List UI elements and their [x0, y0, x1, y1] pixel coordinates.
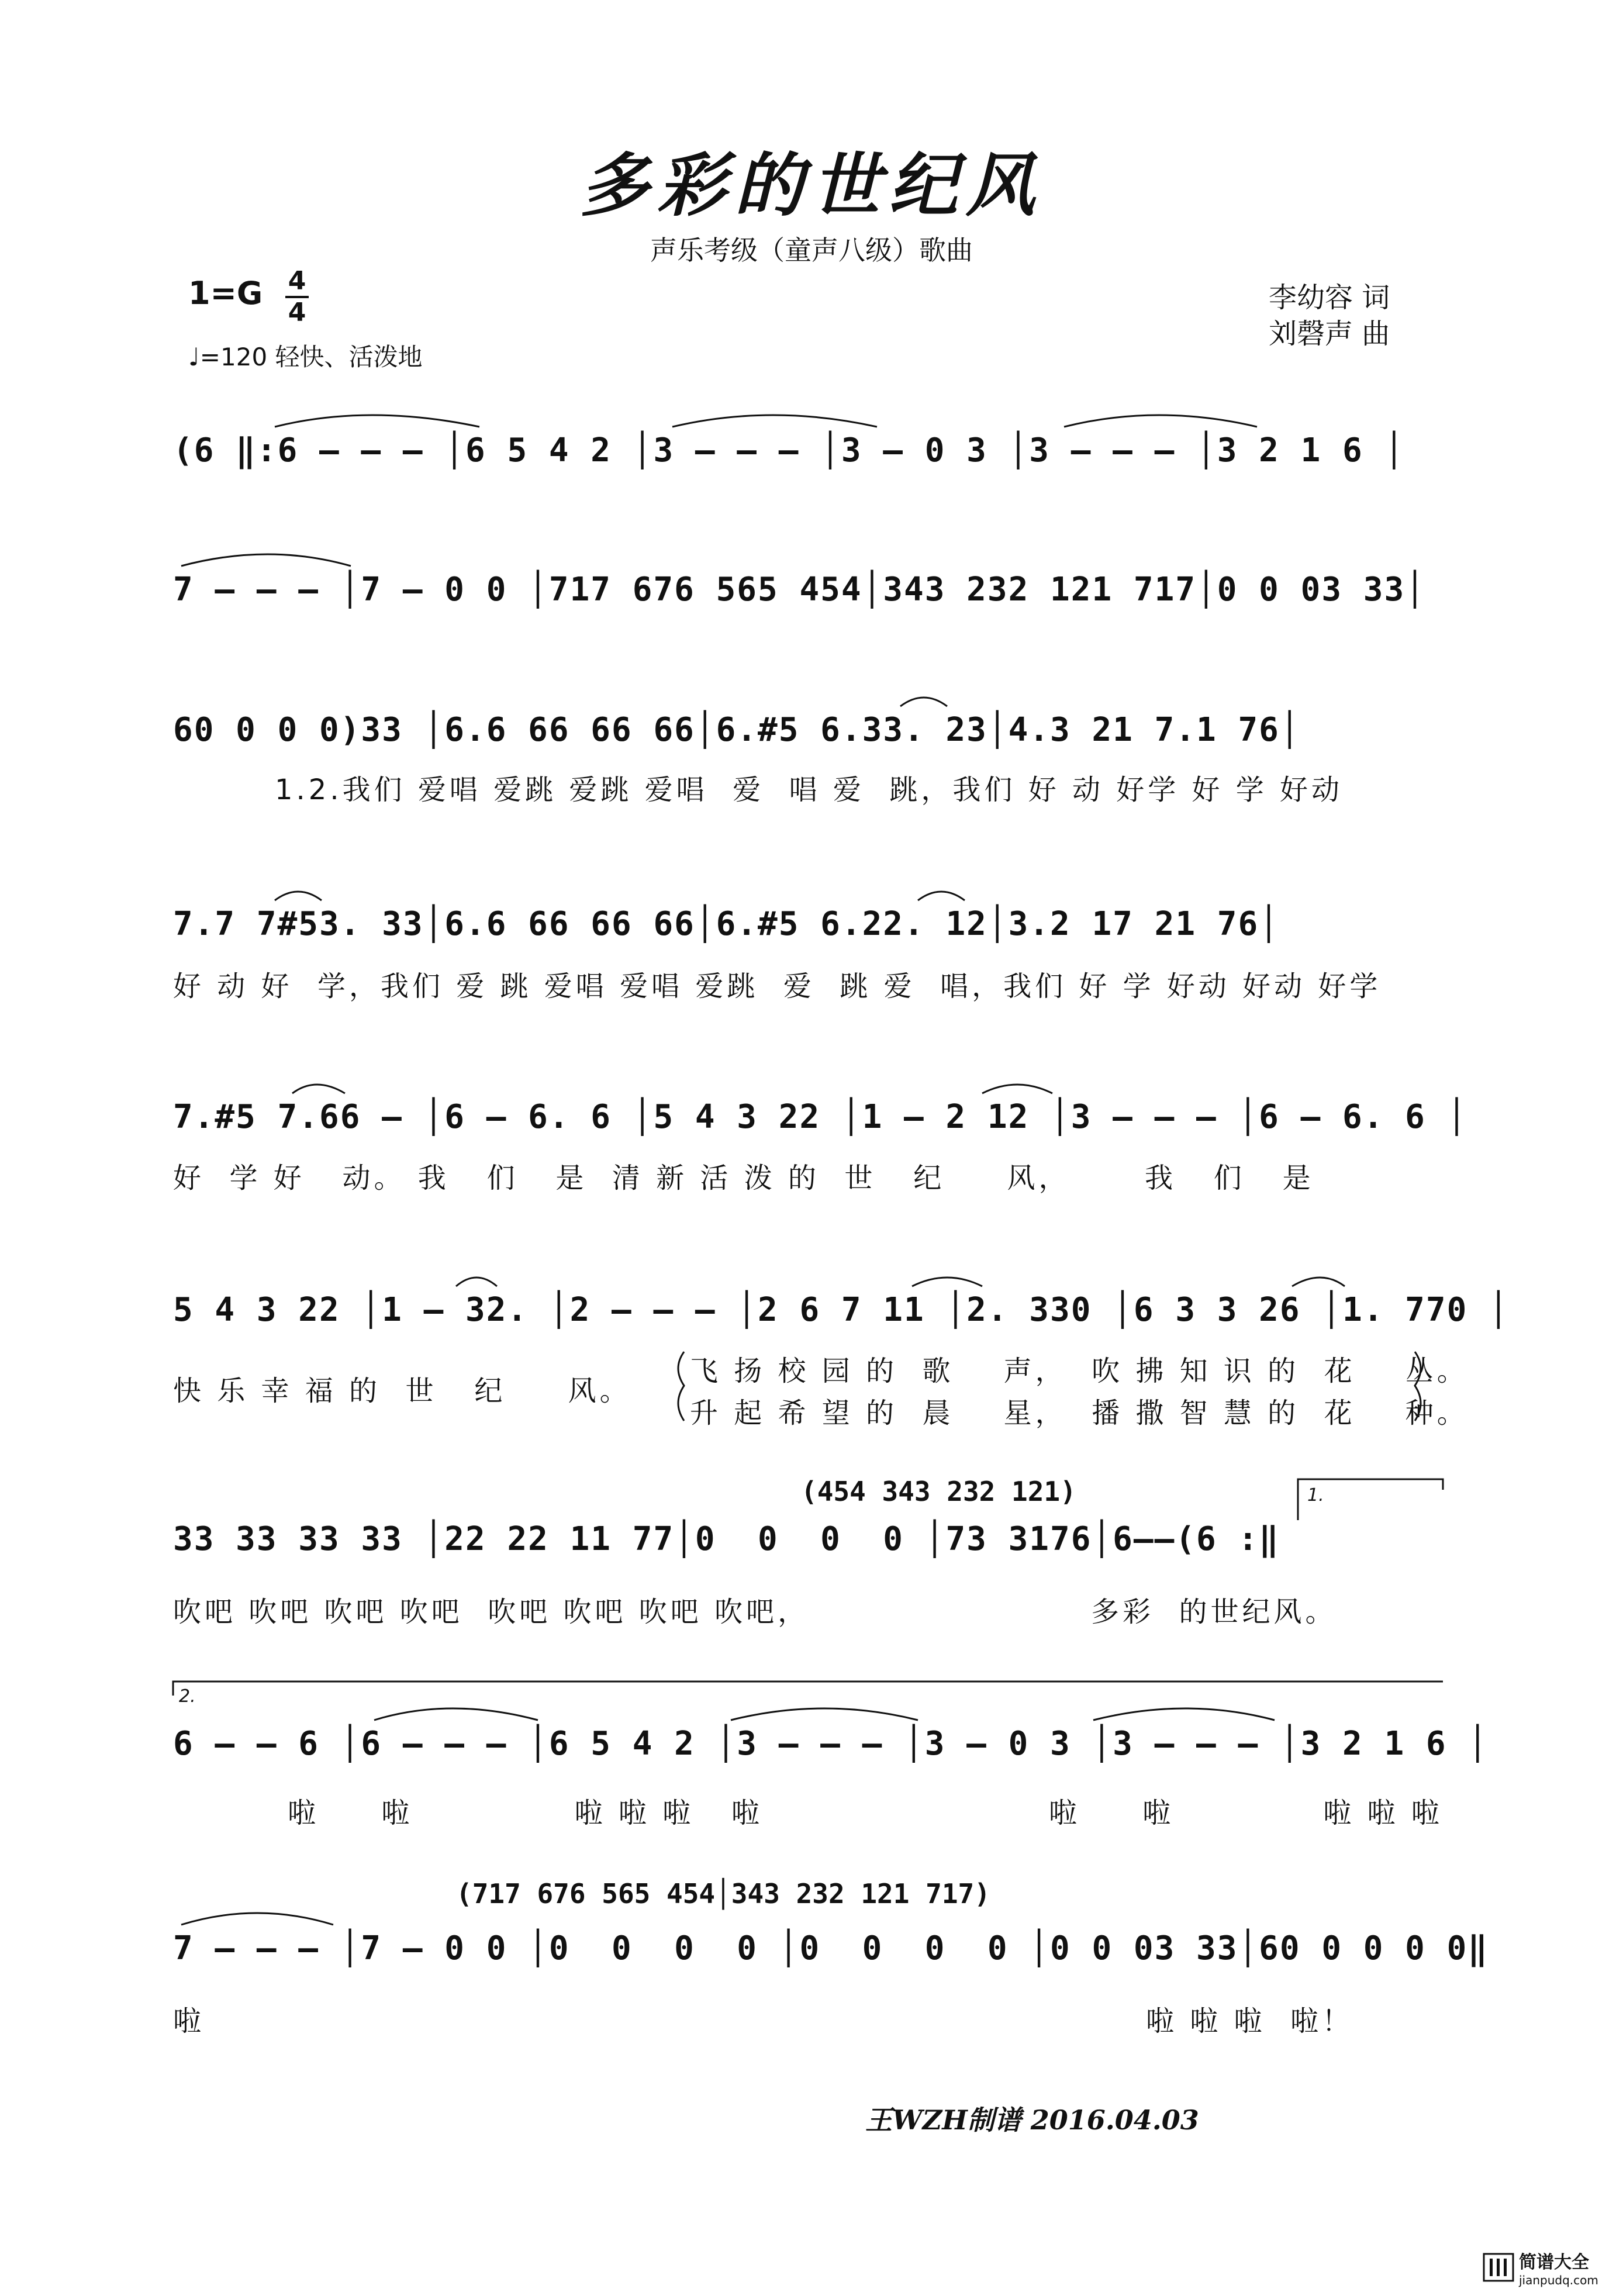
lyrics-row-6-verse-1: 飞 扬 校 园 的 歌 声， 吹 拂 知 识 的 花 丛。	[690, 1355, 1469, 1387]
slur	[900, 698, 947, 706]
volta-bracket	[1298, 1479, 1443, 1520]
lyrics-row-7: 吹吧 吹吧 吹吧 吹吧 吹吧 吹吧 吹吧 吹吧，	[173, 1596, 810, 1628]
song-title: 多彩的世纪风	[579, 144, 1043, 226]
slur	[912, 1278, 982, 1286]
logo-subtext: jianpudq.com	[1519, 2273, 1598, 2287]
score-row-7: 33 33 33 33 │22 22 11 77│0 0 0 0 │73 3176│6––(6 :‖	[173, 1520, 1280, 1558]
score-row-3: 60 0 0 0)33 │6.6 66 66 66│6.#5 6.33. 23│4.3 21 7.1 76│	[173, 711, 1301, 749]
time-signature-bottom: 4	[288, 298, 306, 327]
slur	[1292, 1278, 1345, 1286]
lyrics-row-3: 1.2.我们 爱唱 爱跳 爱跳 爱唱 爱 唱 爱 跳，我们 好 动 好学 好 学 好动	[275, 774, 1343, 806]
lyrics-row-6: 快 乐 幸 福 的 世 纪 风。	[173, 1375, 631, 1407]
lyrics-row-4: 好 动 好 学，我们 爱 跳 爱唱 爱唱 爱跳 爱 跳 爱 唱，我们 好 学 好动 好动 好学	[173, 970, 1382, 1003]
volta-bracket	[173, 1682, 1443, 1696]
transcriber-credit: 王WZH制谱 2016.04.03	[865, 2104, 1199, 2136]
slur	[1093, 1708, 1275, 1720]
score-row-1: (6 ‖:6 – – – │6 5 4 2 │3 – – – │3 – 0 3 │3 – – – │3 2 1 6 │	[173, 431, 1406, 469]
slur	[1064, 415, 1257, 427]
slur	[181, 1913, 333, 1925]
score-row-2: 7 – – – │7 – 0 0 │717 676 565 454│343 232 121 717│0 0 03 33│	[173, 571, 1426, 609]
volta-2-label: 2.	[179, 1686, 196, 1707]
slur	[918, 892, 965, 900]
score-row-4: 7.7 7#53. 33│6.6 66 66 66│6.#5 6.22. 12│3.2 17 21 76│	[173, 905, 1280, 943]
interlude-row-7: (454 343 232 121)	[801, 1476, 1076, 1507]
score-row-8: 6 – – 6 │6 – – – │6 5 4 2 │3 – – – │3 – 0 3 │3 – – – │3 2 1 6 │	[173, 1725, 1489, 1763]
score-row-5: 7.#5 7.66 – │6 – 6. 6 │5 4 3 22 │1 – 2 12 │3 – – – │6 – 6. 6 │	[173, 1098, 1468, 1136]
composer: 刘磬声 曲	[1269, 317, 1390, 350]
slur	[275, 415, 479, 427]
song-subtitle: 声乐考级（童声八级）歌曲	[650, 234, 973, 266]
lyrics-row-5: 好 学 好 动。 我 们 是 清 新 活 泼 的 世 纪 风， 我 们 是	[173, 1162, 1314, 1194]
logo-text: 简谱大全	[1519, 2252, 1589, 2273]
interlude-row-9: (717 676 565 454│343 232 121 717)	[456, 1878, 990, 1910]
slur	[982, 1085, 1052, 1093]
slur	[181, 554, 351, 566]
slur	[292, 1085, 345, 1093]
lyrics-row-8: 啦 啦 啦 啦 啦 啦 啦 啦 啦 啦 啦	[288, 1797, 1443, 1829]
lyrics-row-7-b: 多彩 的世纪风。	[1091, 1596, 1337, 1628]
time-signature-top: 4	[288, 266, 306, 296]
lyrics-row-9: 啦	[173, 2005, 205, 2038]
slur	[456, 1278, 497, 1286]
slur	[275, 892, 322, 900]
tempo-marking: ♩=120 轻快、活泼地	[188, 343, 423, 371]
brace	[678, 1352, 684, 1421]
lyrics-row-6-verse-2: 升 起 希 望 的 晨 星， 播 撒 智 慧 的 花 种。	[690, 1397, 1469, 1430]
slur	[672, 415, 877, 427]
key-signature: 1=G	[188, 275, 263, 312]
brace	[1415, 1352, 1421, 1421]
score-row-9: 7 – – – │7 – 0 0 │0 0 0 0 │0 0 0 0 │0 0 03 33│60 0 0 0 0‖	[173, 1929, 1489, 1967]
slur	[731, 1708, 918, 1720]
lyricist: 李幼容 词	[1269, 281, 1390, 314]
slur	[374, 1708, 538, 1720]
lyrics-row-9-b: 啦 啦 啦 啦！	[1146, 2005, 1354, 2038]
score-row-6: 5 4 3 22 │1 – 32. │2 – – – │2 6 7 11 │2. 330 │6 3 3 26 │1. 770 │	[173, 1291, 1510, 1329]
volta-1-label: 1.	[1307, 1485, 1324, 1506]
